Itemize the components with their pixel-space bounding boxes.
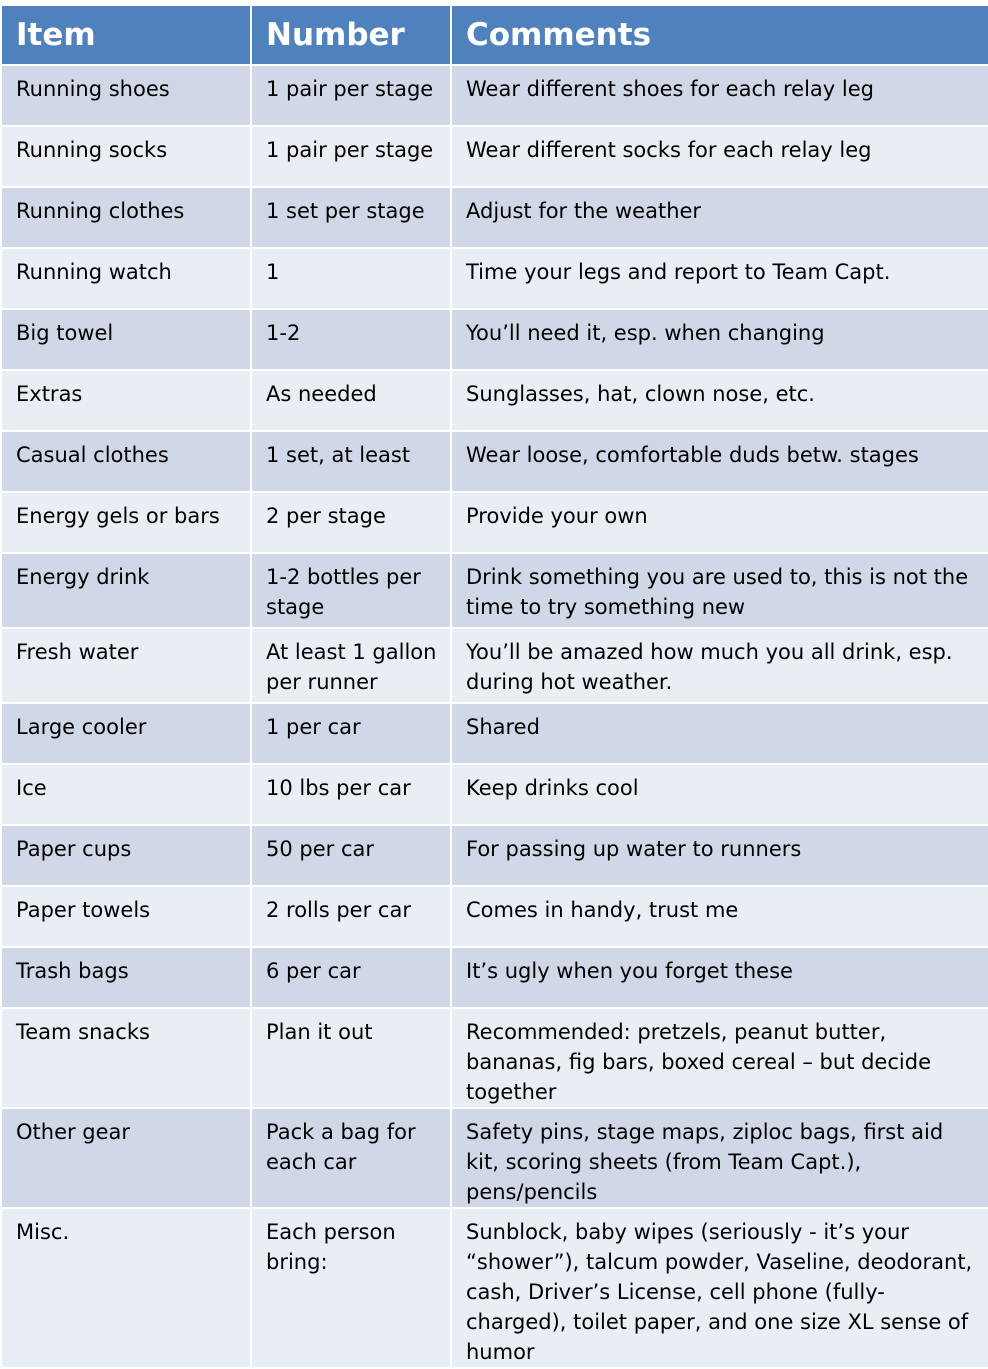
table-row	[1, 126, 988, 187]
cell-number: Plan it out	[251, 1008, 451, 1108]
table-row	[1, 1208, 988, 1368]
table-row	[1, 309, 988, 370]
cell-comments: Provide your own	[451, 492, 988, 553]
table-row	[1, 370, 988, 431]
table-row	[1, 764, 988, 825]
header-row	[1, 5, 988, 65]
cell-item: Fresh water	[1, 628, 251, 703]
cell-number: 1 set per stage	[251, 187, 451, 248]
cell-number: 1 pair per stage	[251, 65, 451, 126]
cell-number: 50 per car	[251, 825, 451, 886]
cell-comments: Sunglasses, hat, clown nose, etc.	[451, 370, 988, 431]
header-item: Item	[1, 5, 251, 65]
table-row	[1, 825, 988, 886]
table-row	[1, 947, 988, 1008]
cell-number: 1	[251, 248, 451, 309]
cell-comments: Keep drinks cool	[451, 764, 988, 825]
cell-number: 10 lbs per car	[251, 764, 451, 825]
table-row	[1, 248, 988, 309]
cell-number: 6 per car	[251, 947, 451, 1008]
cell-item: Paper towels	[1, 886, 251, 947]
cell-number: As needed	[251, 370, 451, 431]
cell-comments: Adjust for the weather	[451, 187, 988, 248]
cell-comments: Shared	[451, 703, 988, 764]
table-row	[1, 1108, 988, 1208]
packing-list-table	[0, 4, 988, 1369]
cell-comments: Time your legs and report to Team Capt.	[451, 248, 988, 309]
table-row	[1, 431, 988, 492]
cell-comments: It’s ugly when you forget these	[451, 947, 988, 1008]
cell-number: 1-2	[251, 309, 451, 370]
cell-number: Pack a bag for each car	[251, 1108, 451, 1208]
table-row	[1, 628, 988, 703]
cell-item: Running watch	[1, 248, 251, 309]
cell-number: 1 pair per stage	[251, 126, 451, 187]
cell-number: 1 per car	[251, 703, 451, 764]
cell-number: 2 per stage	[251, 492, 451, 553]
cell-item: Energy drink	[1, 553, 251, 628]
cell-item: Trash bags	[1, 947, 251, 1008]
cell-item: Casual clothes	[1, 431, 251, 492]
cell-comments: Safety pins, stage maps, ziploc bags, first aid kit, scoring sheets (from Team Capt.), pens/pencils	[451, 1108, 988, 1208]
cell-comments: Sunblock, baby wipes (seriously - it’s your “shower”), talcum powder, Vaseline, deodorant, cash, Driver’s License, cell phone (fully-charged), toilet paper, and one size XL sense of humor	[451, 1208, 988, 1368]
cell-item: Misc.	[1, 1208, 251, 1368]
cell-comments: Wear loose, comfortable duds betw. stages	[451, 431, 988, 492]
cell-comments: Drink something you are used to, this is not the time to try something new	[451, 553, 988, 628]
cell-item: Extras	[1, 370, 251, 431]
cell-number: At least 1 gallon per runner	[251, 628, 451, 703]
table-row	[1, 492, 988, 553]
cell-number: 1-2 bottles per stage	[251, 553, 451, 628]
cell-item: Large cooler	[1, 703, 251, 764]
table-row	[1, 65, 988, 126]
cell-comments: Wear different shoes for each relay leg	[451, 65, 988, 126]
cell-item: Running socks	[1, 126, 251, 187]
header-comments: Comments	[451, 5, 988, 65]
table-row	[1, 703, 988, 764]
cell-comments: You’ll need it, esp. when changing	[451, 309, 988, 370]
cell-number: 2 rolls per car	[251, 886, 451, 947]
table-row	[1, 886, 988, 947]
cell-comments: For passing up water to runners	[451, 825, 988, 886]
table-row	[1, 1008, 988, 1108]
cell-item: Other gear	[1, 1108, 251, 1208]
cell-comments: Recommended: pretzels, peanut butter, bananas, fig bars, boxed cereal – but decide together	[451, 1008, 988, 1108]
cell-comments: You’ll be amazed how much you all drink, esp. during hot weather.	[451, 628, 988, 703]
table-row	[1, 187, 988, 248]
table-row	[1, 553, 988, 628]
cell-item: Energy gels or bars	[1, 492, 251, 553]
cell-number: 1 set, at least	[251, 431, 451, 492]
cell-item: Team snacks	[1, 1008, 251, 1108]
cell-item: Ice	[1, 764, 251, 825]
cell-item: Running clothes	[1, 187, 251, 248]
cell-comments: Comes in handy, trust me	[451, 886, 988, 947]
cell-item: Paper cups	[1, 825, 251, 886]
cell-number: Each person bring:	[251, 1208, 451, 1368]
cell-item: Big towel	[1, 309, 251, 370]
cell-item: Running shoes	[1, 65, 251, 126]
header-number: Number	[251, 5, 451, 65]
cell-comments: Wear different socks for each relay leg	[451, 126, 988, 187]
